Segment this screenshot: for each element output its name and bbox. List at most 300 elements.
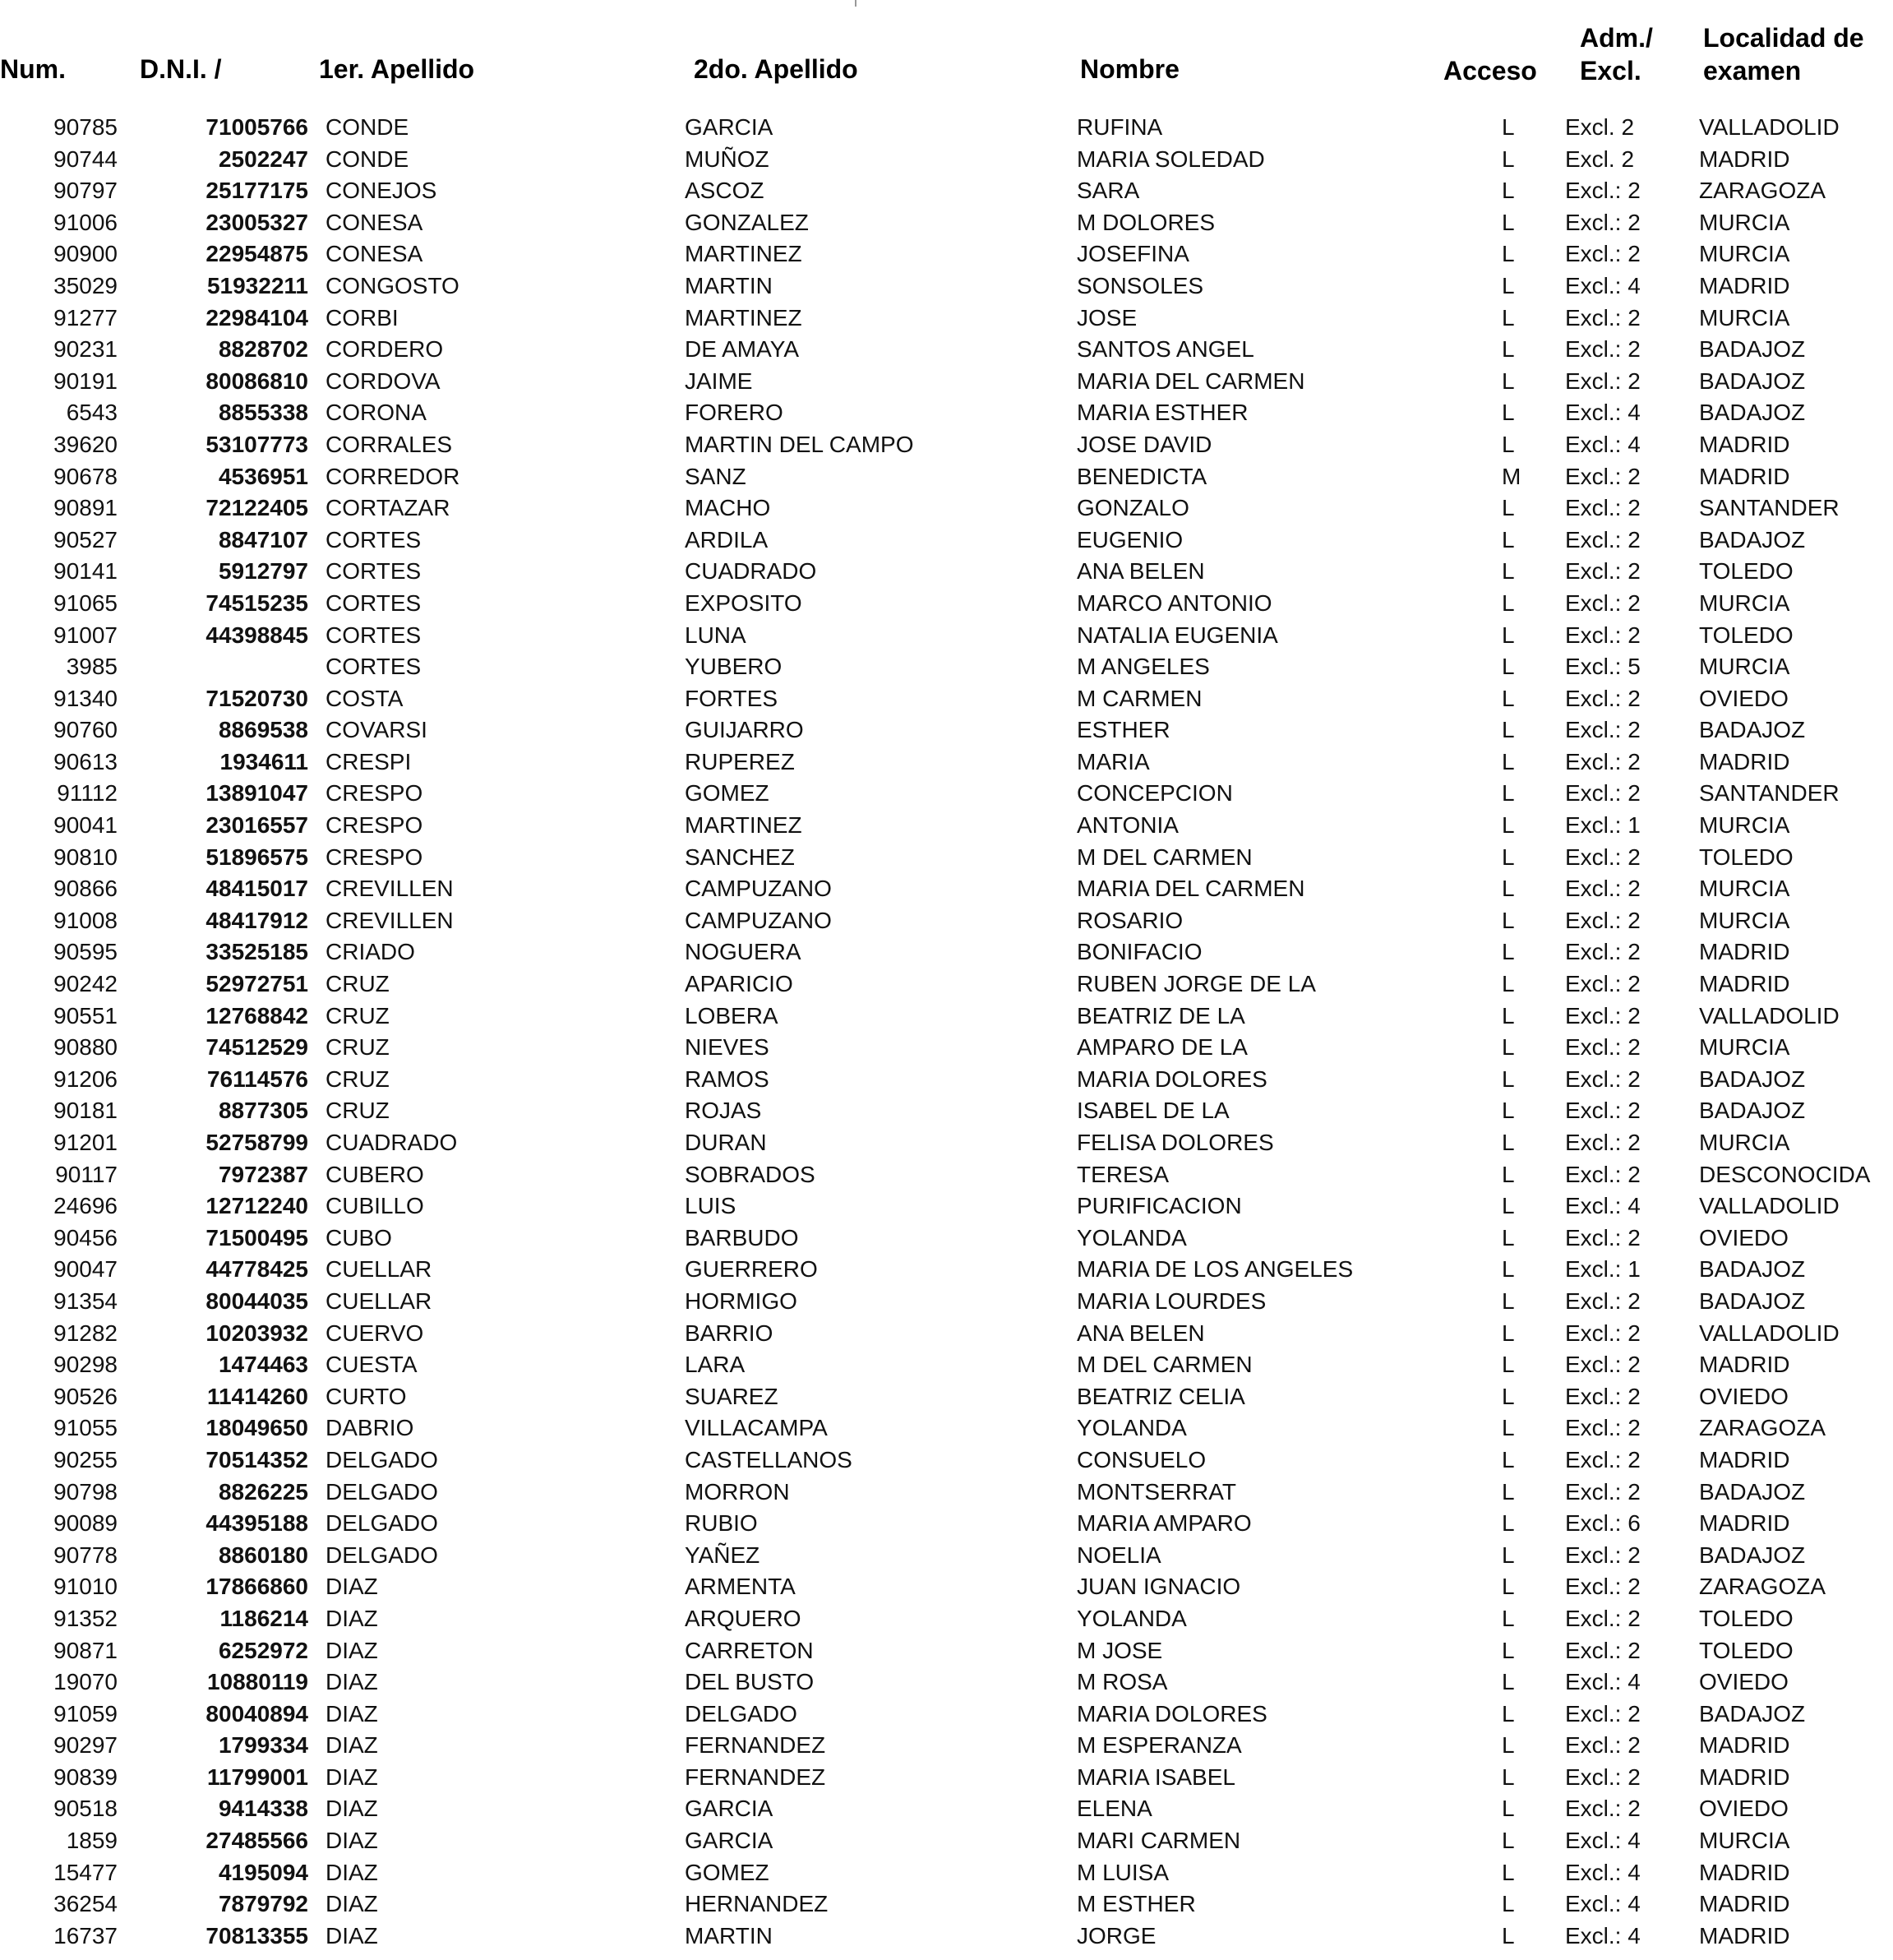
cell-localidad: VALLADOLID	[1699, 1193, 1840, 1219]
cell-adm-excl: Excl.: 2	[1565, 495, 1641, 521]
cell-num: 90141	[53, 558, 118, 585]
cell-apellido1: CRESPO	[326, 812, 423, 839]
cell-dni: 76114576	[206, 1066, 308, 1092]
cell-apellido1: CORTES	[326, 654, 422, 680]
cell-acceso: L	[1502, 1796, 1515, 1822]
cell-nombre: NOELIA	[1077, 1542, 1161, 1568]
cell-nombre: ANA BELEN	[1077, 558, 1205, 585]
cell-acceso: L	[1502, 1669, 1515, 1695]
cell-apellido1: DIAZ	[326, 1669, 378, 1695]
cell-localidad: MURCIA	[1699, 241, 1790, 267]
cell-apellido2: HORMIGO	[685, 1287, 797, 1314]
table-row	[0, 1603, 1893, 1635]
cell-num: 91277	[53, 304, 118, 331]
cell-adm-excl: Excl.: 2	[1565, 1383, 1641, 1409]
cell-num: 91112	[57, 780, 118, 807]
cell-apellido2: MORRON	[685, 1478, 790, 1505]
cell-adm-excl: Excl.: 2	[1565, 1161, 1641, 1187]
cell-acceso: L	[1502, 654, 1515, 680]
cell-dni: 18049650	[205, 1415, 308, 1441]
cell-num: 90839	[53, 1764, 118, 1790]
table-row	[0, 1508, 1893, 1540]
cell-apellido1: CRESPO	[326, 844, 423, 870]
cell-acceso: L	[1502, 178, 1515, 204]
table-row	[0, 1223, 1893, 1255]
cell-dni: 7879792	[218, 1891, 308, 1917]
cell-localidad: MURCIA	[1699, 654, 1790, 680]
cell-localidad: TOLEDO	[1699, 1637, 1794, 1663]
cell-num: 90595	[53, 939, 118, 965]
cell-apellido2: SOBRADOS	[685, 1161, 815, 1187]
cell-localidad: BADAJOZ	[1699, 1542, 1806, 1568]
cell-acceso: L	[1502, 1542, 1515, 1568]
cell-apellido2: MARTIN	[685, 272, 773, 298]
cell-apellido1: CREVILLEN	[326, 876, 454, 902]
cell-nombre: BONIFACIO	[1077, 939, 1203, 965]
cell-apellido1: CORTES	[326, 558, 422, 585]
cell-dni: 4195094	[218, 1859, 308, 1885]
cell-adm-excl: Excl.: 4	[1565, 1193, 1641, 1219]
cell-num: 91206	[53, 1066, 118, 1092]
cell-num: 39620	[53, 431, 118, 457]
cell-nombre: JOSE	[1077, 304, 1138, 331]
header-apellido2: 2do. Apellido	[694, 54, 858, 84]
table-row	[0, 1666, 1893, 1699]
cell-dni: 10203932	[205, 1320, 308, 1346]
cell-apellido1: DIAZ	[326, 1732, 378, 1759]
cell-apellido2: DEL BUSTO	[685, 1669, 815, 1695]
cell-nombre: BEATRIZ CELIA	[1077, 1383, 1245, 1409]
cell-localidad: VALLADOLID	[1699, 1320, 1840, 1346]
table-row	[0, 1159, 1893, 1191]
cell-localidad: BADAJOZ	[1699, 336, 1806, 363]
table-row	[0, 968, 1893, 1001]
cell-apellido1: DIAZ	[326, 1828, 378, 1854]
cell-num: 90785	[53, 114, 118, 140]
cell-acceso: L	[1502, 1510, 1515, 1537]
cell-localidad: BADAJOZ	[1699, 1287, 1806, 1314]
cell-adm-excl: Excl.: 2	[1565, 1034, 1641, 1061]
cell-localidad: MADRID	[1699, 463, 1790, 489]
cell-apellido2: DE AMAYA	[685, 336, 800, 363]
table-row	[0, 1477, 1893, 1509]
cell-acceso: L	[1502, 368, 1515, 394]
cell-acceso: L	[1502, 1066, 1515, 1092]
table-row	[0, 1699, 1893, 1731]
cell-apellido2: RUBIO	[685, 1510, 758, 1537]
cell-nombre: MARIA DOLORES	[1077, 1066, 1267, 1092]
cell-num: 90760	[53, 717, 118, 743]
cell-adm-excl: Excl.: 4	[1565, 272, 1641, 298]
table-row	[0, 588, 1893, 620]
cell-dni: 70514352	[205, 1446, 308, 1472]
cell-apellido2: CAMPUZANO	[685, 907, 832, 933]
cell-adm-excl: Excl.: 2	[1565, 748, 1641, 774]
cell-apellido2: ARMENTA	[685, 1574, 796, 1600]
cell-apellido2: GARCIA	[685, 1828, 773, 1854]
cell-nombre: M DEL CARMEN	[1077, 844, 1253, 870]
cell-nombre: AMPARO DE LA	[1077, 1034, 1248, 1061]
cell-num: 35029	[53, 272, 118, 298]
cell-localidad: DESCONOCIDA	[1699, 1161, 1871, 1187]
cell-apellido1: DIAZ	[326, 1700, 378, 1727]
cell-dni: 11799001	[206, 1764, 308, 1790]
cell-acceso: L	[1502, 1383, 1515, 1409]
cell-apellido1: DABRIO	[326, 1415, 414, 1441]
cell-apellido1: CRESPO	[326, 780, 423, 807]
cell-apellido2: APARICIO	[685, 971, 793, 997]
cell-adm-excl: Excl.: 2	[1565, 1066, 1641, 1092]
cell-dni: 51932211	[206, 272, 308, 298]
cell-acceso: L	[1502, 1700, 1515, 1727]
cell-dni: 33525185	[205, 939, 308, 965]
cell-apellido2: ARQUERO	[685, 1605, 801, 1631]
cell-apellido2: MUÑOZ	[685, 146, 769, 172]
cell-dni: 22954875	[205, 241, 308, 267]
cell-num: 24696	[53, 1193, 118, 1219]
cell-num: 36254	[53, 1891, 118, 1917]
cell-apellido1: CRUZ	[326, 1066, 390, 1092]
cell-apellido1: DIAZ	[326, 1637, 378, 1663]
cell-num: 90527	[53, 526, 118, 552]
cell-num: 90891	[53, 495, 118, 521]
cell-num: 91059	[53, 1700, 118, 1727]
cell-apellido2: SANCHEZ	[685, 844, 795, 870]
cell-apellido1: CONGOSTO	[326, 272, 459, 298]
cell-localidad: TOLEDO	[1699, 1605, 1794, 1631]
cell-apellido1: CURTO	[326, 1383, 407, 1409]
cell-apellido1: COSTA	[326, 685, 404, 711]
cell-adm-excl: Excl.: 2	[1565, 1352, 1641, 1378]
cell-apellido1: CONESA	[326, 241, 423, 267]
cell-apellido1: CORRALES	[326, 431, 453, 457]
cell-apellido2: RUPEREZ	[685, 748, 795, 774]
cell-acceso: L	[1502, 114, 1515, 140]
table-row	[0, 714, 1893, 747]
cell-localidad: SANTANDER	[1699, 495, 1840, 521]
cell-dni: 1934611	[219, 748, 308, 774]
table-row	[0, 525, 1893, 557]
cell-dni: 8877305	[218, 1098, 308, 1124]
header-nombre: Nombre	[1080, 54, 1180, 84]
table-row	[0, 1064, 1893, 1096]
cell-acceso: L	[1502, 1446, 1515, 1472]
cell-acceso: L	[1502, 1415, 1515, 1441]
cell-dni: 17866860	[205, 1574, 308, 1600]
cell-nombre: NATALIA EUGENIA	[1077, 622, 1278, 648]
cell-dni: 8826225	[218, 1478, 308, 1505]
cell-dni: 71005766	[205, 114, 308, 140]
cell-localidad: MADRID	[1699, 272, 1790, 298]
cell-adm-excl: Excl.: 2	[1565, 1098, 1641, 1124]
cell-apellido2: ROJAS	[685, 1098, 762, 1124]
cell-num: 90810	[53, 844, 118, 870]
table-row	[0, 270, 1893, 303]
cell-adm-excl: Excl.: 2	[1565, 1637, 1641, 1663]
table-row	[0, 683, 1893, 715]
cell-apellido1: CORONA	[326, 400, 427, 426]
cell-apellido1: CRESPI	[326, 748, 412, 774]
cell-num: 90866	[53, 876, 118, 902]
cell-nombre: M ESPERANZA	[1077, 1732, 1242, 1759]
cell-apellido2: SUAREZ	[685, 1383, 778, 1409]
cell-localidad: MADRID	[1699, 431, 1790, 457]
cell-apellido2: NOGUERA	[685, 939, 801, 965]
cell-dni: 51896575	[205, 844, 308, 870]
cell-acceso: L	[1502, 495, 1515, 521]
table-row	[0, 1349, 1893, 1381]
cell-apellido2: SANZ	[685, 463, 746, 489]
cell-dni: 13891047	[205, 780, 308, 807]
cell-dni: 44778425	[205, 1256, 308, 1283]
cell-localidad: MURCIA	[1699, 304, 1790, 331]
cell-localidad: VALLADOLID	[1699, 114, 1840, 140]
cell-num: 90871	[53, 1637, 118, 1663]
cell-apellido1: CUELLAR	[326, 1256, 432, 1283]
cell-apellido2: LUIS	[685, 1193, 736, 1219]
cell-apellido2: MARTINEZ	[685, 304, 802, 331]
cell-adm-excl: Excl.: 2	[1565, 1764, 1641, 1790]
cell-num: 91010	[53, 1574, 118, 1600]
cell-adm-excl: Excl.: 2	[1565, 1542, 1641, 1568]
cell-localidad: SANTANDER	[1699, 780, 1840, 807]
table-row	[0, 1762, 1893, 1794]
cell-nombre: PURIFICACION	[1077, 1193, 1242, 1219]
cell-adm-excl: Excl.: 2	[1565, 780, 1641, 807]
cell-apellido2: NIEVES	[685, 1034, 769, 1061]
cell-adm-excl: Excl.: 2	[1565, 1002, 1641, 1029]
cell-apellido1: DELGADO	[326, 1478, 438, 1505]
cell-apellido2: GONZALEZ	[685, 209, 809, 235]
cell-num: 90456	[53, 1224, 118, 1250]
cell-apellido1: CRUZ	[326, 1002, 390, 1029]
cell-nombre: M ROSA	[1077, 1669, 1168, 1695]
cell-dni: 71520730	[205, 685, 308, 711]
cell-adm-excl: Excl.: 2	[1565, 876, 1641, 902]
cell-adm-excl: Excl.: 2	[1565, 178, 1641, 204]
cell-num: 90518	[53, 1796, 118, 1822]
cell-apellido1: CRIADO	[326, 939, 415, 965]
cell-nombre: ISABEL DE LA	[1077, 1098, 1230, 1124]
cell-acceso: L	[1502, 780, 1515, 807]
cell-adm-excl: Excl.: 2	[1565, 939, 1641, 965]
table-row	[0, 1540, 1893, 1572]
cell-acceso: L	[1502, 876, 1515, 902]
header-adm-excl	[1580, 21, 1653, 87]
scan-mark	[855, 0, 856, 7]
cell-dni: 1474463	[218, 1352, 308, 1378]
cell-dni: 1186214	[219, 1605, 308, 1631]
cell-localidad: ZARAGOZA	[1699, 178, 1826, 204]
cell-adm-excl: Excl.: 2	[1565, 368, 1641, 394]
cell-acceso: L	[1502, 1574, 1515, 1600]
cell-apellido1: DIAZ	[326, 1605, 378, 1631]
table-row	[0, 747, 1893, 779]
table-row	[0, 1286, 1893, 1318]
cell-dni: 27485566	[205, 1828, 308, 1854]
cell-acceso: L	[1502, 1130, 1515, 1155]
cell-adm-excl: Excl.: 4	[1565, 431, 1641, 457]
cell-apellido2: YUBERO	[685, 654, 783, 680]
cell-dni: 1799334	[218, 1732, 308, 1759]
cell-num: 90047	[53, 1256, 118, 1283]
cell-localidad: BADAJOZ	[1699, 1066, 1806, 1092]
cell-apellido2: VILLACAMPA	[685, 1415, 828, 1441]
cell-adm-excl: Excl.: 2	[1565, 336, 1641, 363]
cell-acceso: L	[1502, 907, 1515, 933]
cell-acceso: L	[1502, 939, 1515, 965]
cell-num: 91201	[53, 1130, 118, 1155]
table-row	[0, 1254, 1893, 1286]
cell-localidad: MADRID	[1699, 939, 1790, 965]
cell-num: 91008	[53, 907, 118, 933]
cell-acceso: L	[1502, 1352, 1515, 1378]
cell-apellido1: CUBO	[326, 1224, 392, 1250]
cell-nombre: JORGE	[1077, 1922, 1157, 1948]
cell-adm-excl: Excl.: 2	[1565, 1796, 1641, 1822]
cell-dni: 12712240	[205, 1193, 308, 1219]
table-row	[0, 175, 1893, 207]
cell-nombre: M JOSE	[1077, 1637, 1163, 1663]
cell-adm-excl: Excl.: 2	[1565, 1605, 1641, 1631]
cell-apellido2: ASCOZ	[685, 178, 764, 204]
table-row	[0, 1825, 1893, 1857]
table-row	[0, 1381, 1893, 1413]
cell-apellido1: CRUZ	[326, 1034, 390, 1061]
cell-localidad: OVIEDO	[1699, 1383, 1789, 1409]
cell-adm-excl: Excl. 2	[1565, 114, 1635, 140]
cell-apellido2: CAMPUZANO	[685, 876, 832, 902]
cell-apellido1: CONESA	[326, 209, 423, 235]
cell-apellido2: HERNANDEZ	[685, 1891, 829, 1917]
table-row	[0, 397, 1893, 429]
cell-adm-excl: Excl.: 2	[1565, 844, 1641, 870]
cell-nombre: RUFINA	[1077, 114, 1163, 140]
cell-localidad: MURCIA	[1699, 876, 1790, 902]
cell-adm-excl: Excl.: 2	[1565, 304, 1641, 331]
cell-apellido2: CUADRADO	[685, 558, 817, 585]
cell-dni: 8860180	[218, 1542, 308, 1568]
cell-adm-excl: Excl.: 1	[1565, 812, 1641, 839]
cell-apellido1: CUERVO	[326, 1320, 424, 1346]
cell-dni: 2502247	[218, 146, 308, 172]
cell-nombre: MARIA ESTHER	[1077, 400, 1249, 426]
cell-apellido1: CUESTA	[326, 1352, 418, 1378]
cell-localidad: MADRID	[1699, 1732, 1790, 1759]
cell-apellido1: CRUZ	[326, 1098, 390, 1124]
cell-dni: 44398845	[205, 622, 308, 648]
cell-adm-excl: Excl.: 2	[1565, 1732, 1641, 1759]
cell-nombre: ESTHER	[1077, 717, 1170, 743]
table-row	[0, 1095, 1893, 1127]
cell-acceso: L	[1502, 1224, 1515, 1250]
cell-apellido2: FERNANDEZ	[685, 1764, 826, 1790]
header-loc-line2: examen	[1703, 56, 1802, 86]
cell-adm-excl: Excl.: 4	[1565, 1922, 1641, 1948]
cell-apellido2: GOMEZ	[685, 1859, 769, 1885]
cell-num: 90181	[53, 1098, 118, 1124]
cell-localidad: MADRID	[1699, 1922, 1790, 1948]
table-row	[0, 1001, 1893, 1033]
cell-nombre: MARIA DE LOS ANGELES	[1077, 1256, 1354, 1283]
table-row	[0, 1635, 1893, 1667]
cell-apellido1: DIAZ	[326, 1796, 378, 1822]
cell-adm-excl: Excl.: 6	[1565, 1510, 1641, 1537]
table-row	[0, 1190, 1893, 1223]
cell-num: 91340	[53, 685, 118, 711]
cell-dni: 48417912	[205, 907, 308, 933]
cell-num: 90744	[53, 146, 118, 172]
cell-nombre: JUAN IGNACIO	[1077, 1574, 1241, 1600]
cell-adm-excl: Excl.: 2	[1565, 907, 1641, 933]
cell-nombre: ANA BELEN	[1077, 1320, 1205, 1346]
cell-adm-excl: Excl.: 2	[1565, 1700, 1641, 1727]
table-row	[0, 1127, 1893, 1159]
cell-nombre: ELENA	[1077, 1796, 1152, 1822]
cell-nombre: YOLANDA	[1077, 1605, 1187, 1631]
cell-localidad: BADAJOZ	[1699, 1700, 1806, 1727]
cell-dni: 25177175	[205, 178, 308, 204]
cell-apellido1: CONEJOS	[326, 178, 437, 204]
cell-apellido1: CORDERO	[326, 336, 444, 363]
cell-localidad: ZARAGOZA	[1699, 1574, 1826, 1600]
cell-adm-excl: Excl.: 2	[1565, 463, 1641, 489]
cell-dni: 11414260	[206, 1383, 308, 1409]
table-row	[0, 810, 1893, 842]
cell-apellido1: CREVILLEN	[326, 907, 454, 933]
cell-localidad: MADRID	[1699, 1859, 1790, 1885]
cell-localidad: MURCIA	[1699, 812, 1790, 839]
table-row	[0, 238, 1893, 270]
cell-apellido1: DELGADO	[326, 1510, 438, 1537]
cell-nombre: BENEDICTA	[1077, 463, 1207, 489]
cell-num: 90191	[53, 368, 118, 394]
cell-nombre: CONSUELO	[1077, 1446, 1207, 1472]
cell-apellido2: FORTES	[685, 685, 778, 711]
table-row	[0, 620, 1893, 652]
table-row	[0, 1032, 1893, 1064]
cell-apellido1: CUADRADO	[326, 1130, 458, 1155]
cell-nombre: JOSEFINA	[1077, 241, 1189, 267]
cell-nombre: GONZALO	[1077, 495, 1189, 521]
cell-nombre: MARIA SOLEDAD	[1077, 146, 1265, 172]
cell-dni: 70813355	[205, 1922, 308, 1948]
cell-apellido1: CUBILLO	[326, 1193, 424, 1219]
cell-apellido2: BARRIO	[685, 1320, 773, 1346]
cell-acceso: L	[1502, 589, 1515, 616]
cell-apellido2: GARCIA	[685, 114, 773, 140]
cell-nombre: SONSOLES	[1077, 272, 1204, 298]
cell-apellido2: CARRETON	[685, 1637, 814, 1663]
cell-nombre: MARIA DEL CARMEN	[1077, 876, 1305, 902]
cell-nombre: YOLANDA	[1077, 1224, 1187, 1250]
cell-nombre: MARIA DOLORES	[1077, 1700, 1267, 1727]
cell-localidad: OVIEDO	[1699, 685, 1789, 711]
header-localidad	[1703, 21, 1864, 87]
cell-localidad: ZARAGOZA	[1699, 1415, 1826, 1441]
cell-apellido1: DIAZ	[326, 1922, 378, 1948]
cell-acceso: L	[1502, 1922, 1515, 1948]
cell-apellido2: MARTIN	[685, 1922, 773, 1948]
cell-nombre: M LUISA	[1077, 1859, 1170, 1885]
cell-nombre: ROSARIO	[1077, 907, 1184, 933]
cell-acceso: L	[1502, 1637, 1515, 1663]
cell-num: 90117	[55, 1161, 118, 1187]
cell-apellido2: LOBERA	[685, 1002, 778, 1029]
cell-apellido1: CORTES	[326, 589, 422, 616]
table-row	[0, 429, 1893, 461]
cell-nombre: CONCEPCION	[1077, 780, 1233, 807]
